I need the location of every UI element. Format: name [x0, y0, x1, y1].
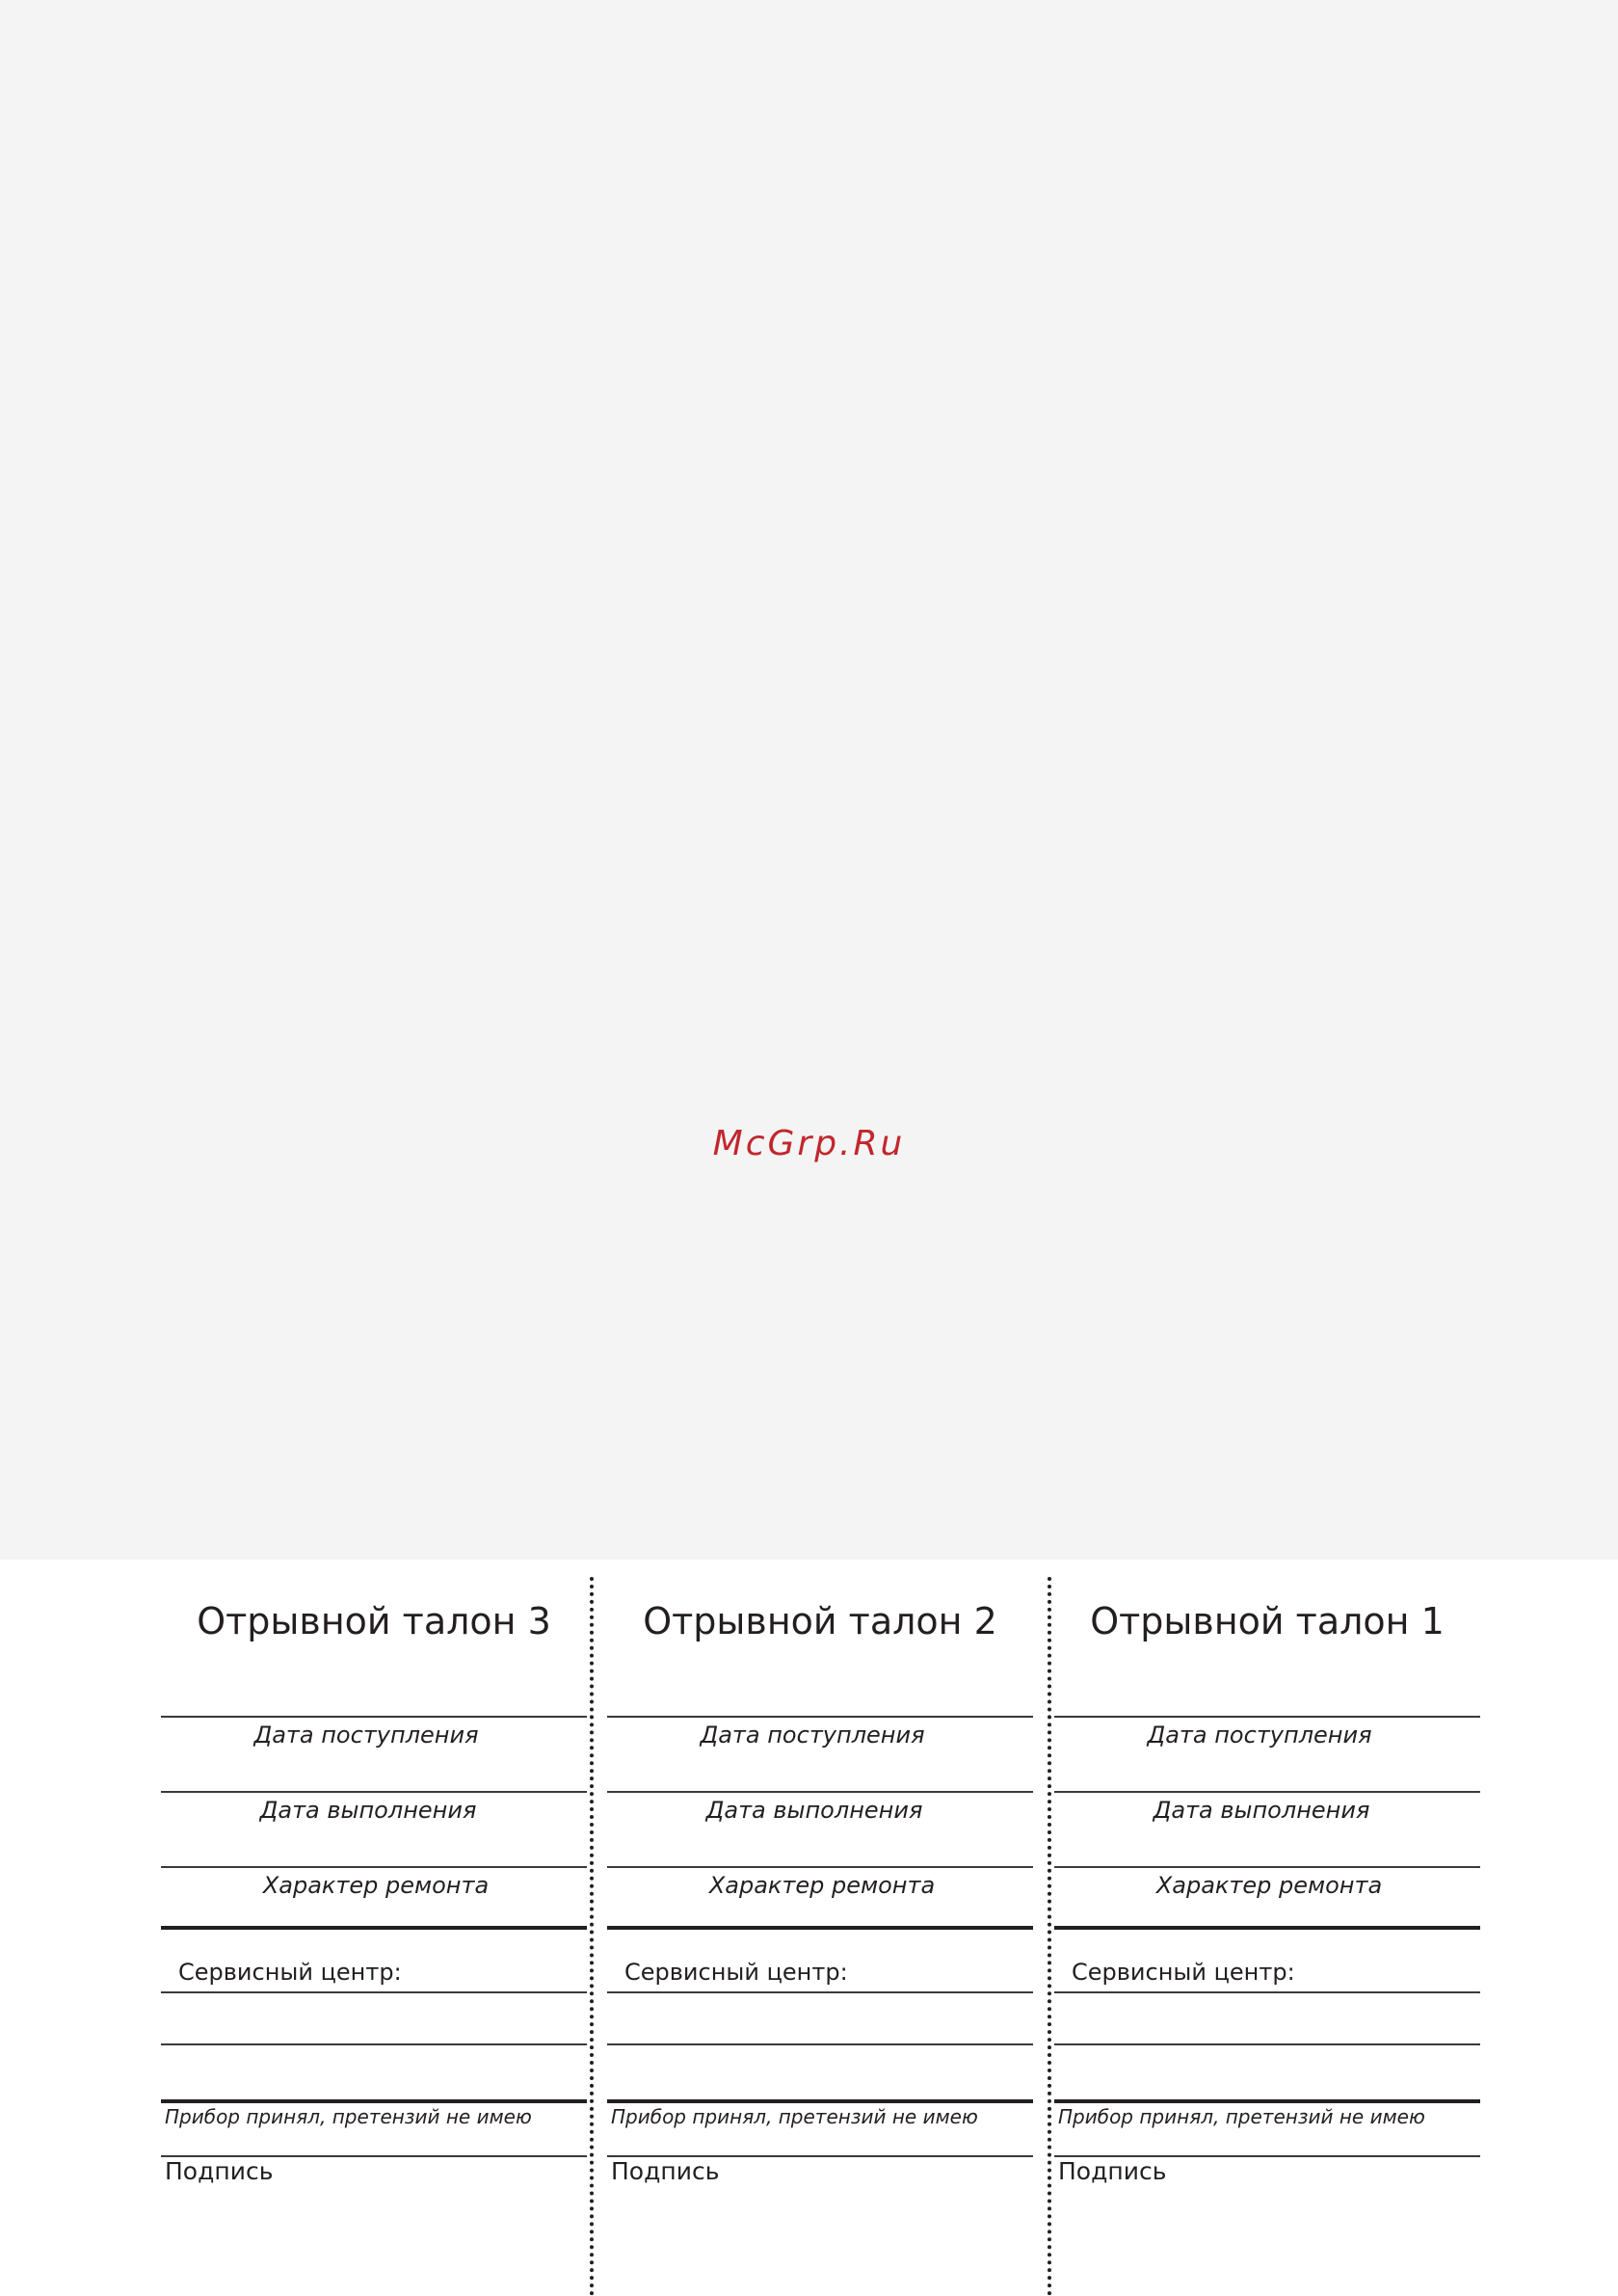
field-line — [1054, 1991, 1480, 1993]
repair-type-label: Характер ремонта — [262, 1872, 490, 1899]
section-divider — [607, 1926, 1033, 1930]
coupon-title: Отрывной талон 2 — [643, 1600, 997, 1642]
section-divider — [161, 2099, 587, 2103]
field-line — [161, 1791, 587, 1793]
field-line — [1054, 1716, 1480, 1718]
coupon-title: Отрывной талон 3 — [197, 1600, 551, 1642]
field-line — [607, 1991, 1033, 1993]
date-completed-label: Дата выполнения — [705, 1797, 923, 1824]
field-line — [607, 1716, 1033, 1718]
coupon-3 — [161, 1560, 587, 2296]
field-line — [1054, 1791, 1480, 1793]
signature-label: Подпись — [611, 2157, 720, 2185]
field-line — [1054, 2043, 1480, 2045]
section-divider — [1054, 2099, 1480, 2103]
date-completed-label: Дата выполнения — [1153, 1797, 1370, 1824]
field-line — [607, 2043, 1033, 2045]
field-line — [607, 1791, 1033, 1793]
coupon-1 — [1054, 1560, 1480, 2296]
section-divider — [607, 2099, 1033, 2103]
section-divider — [1054, 1926, 1480, 1930]
coupon-2 — [607, 1560, 1033, 2296]
perforation-line — [1048, 1577, 1051, 2296]
service-center-label: Сервисный центр: — [1072, 1959, 1295, 1986]
date-completed-label: Дата выполнения — [259, 1797, 477, 1824]
acceptance-label: Прибор принял, претензий не имею — [165, 2105, 532, 2128]
signature-label: Подпись — [1058, 2157, 1167, 2185]
date-received-label: Дата поступления — [253, 1722, 479, 1749]
field-line — [607, 1866, 1033, 1868]
field-line — [161, 1716, 587, 1718]
date-received-label: Дата поступления — [700, 1722, 925, 1749]
acceptance-label: Прибор принял, претензий не имею — [1058, 2105, 1425, 2128]
repair-type-label: Характер ремонта — [1155, 1872, 1383, 1899]
perforation-line — [590, 1577, 594, 2296]
date-received-label: Дата поступления — [1147, 1722, 1372, 1749]
field-line — [161, 2043, 587, 2045]
service-center-label: Сервисный центр: — [624, 1959, 848, 1986]
field-line — [1054, 1866, 1480, 1868]
coupon-title: Отрывной талон 1 — [1090, 1600, 1445, 1642]
repair-type-label: Характер ремонта — [708, 1872, 936, 1899]
service-center-label: Сервисный центр: — [178, 1959, 402, 1986]
field-line — [161, 1991, 587, 1993]
watermark: McGrp.Ru — [712, 1124, 906, 1163]
signature-label: Подпись — [165, 2157, 274, 2185]
field-line — [161, 1866, 587, 1868]
acceptance-label: Прибор принял, претензий не имею — [611, 2105, 978, 2128]
section-divider — [161, 1926, 587, 1930]
